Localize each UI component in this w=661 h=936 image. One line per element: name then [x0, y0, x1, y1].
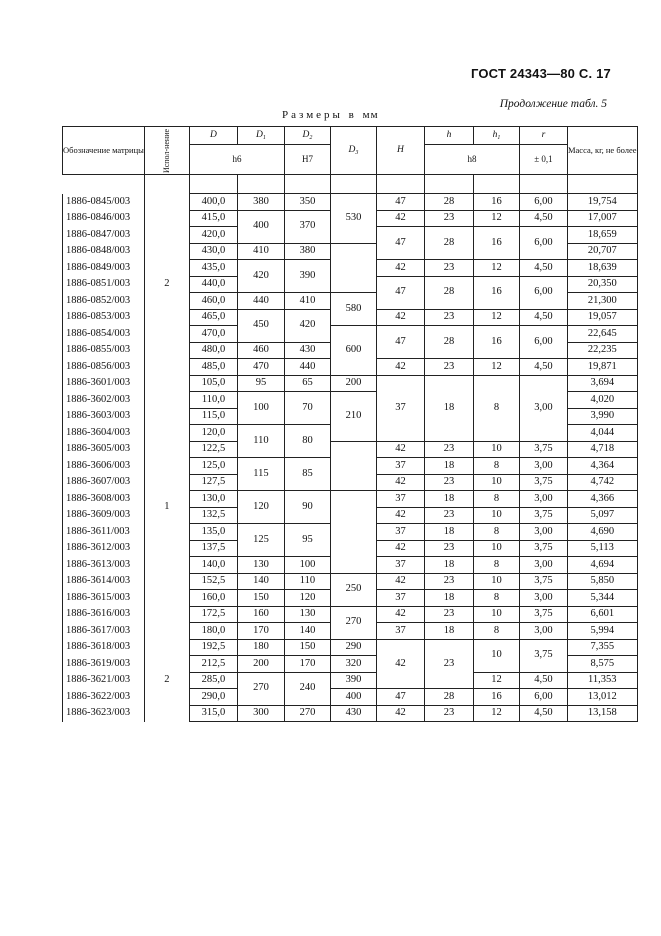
cell-D3: 390 — [330, 672, 376, 689]
cell-designation: 1886-3604/003 — [63, 425, 145, 442]
cell-D1: 460 — [237, 342, 284, 359]
cell-h: 23 — [424, 705, 473, 722]
cell-h1: 8 — [473, 623, 519, 640]
cell-mass: 5,994 — [567, 623, 637, 640]
cell-h: 23 — [424, 606, 473, 623]
cell-H: 37 — [376, 557, 424, 574]
cell-h: 23 — [424, 540, 473, 557]
cell-h1: 10 — [473, 474, 519, 491]
col-h1 — [473, 127, 519, 145]
cell-mass: 19,871 — [567, 359, 637, 376]
cell-D1: 110 — [237, 425, 284, 458]
cell-designation: 1886-3614/003 — [63, 573, 145, 590]
cell-h: 28 — [424, 194, 473, 211]
cell-h1: 16 — [473, 689, 519, 706]
cell-D2: 140 — [284, 623, 330, 640]
cell-mass: 7,355 — [567, 639, 637, 656]
cell-D3: 430 — [330, 705, 376, 722]
cell-designation: 1886-0854/003 — [63, 326, 145, 343]
cell-H: 37 — [376, 375, 424, 441]
table-continuation-note: Продолжение табл. 5 — [499, 98, 607, 110]
col-designation: Обозначение матрицы — [63, 127, 145, 175]
cell-D1: 180 — [237, 639, 284, 656]
cell-designation: 1886-3605/003 — [63, 441, 145, 458]
cell-mass: 20,707 — [567, 243, 637, 260]
cell-D1: 440 — [237, 293, 284, 310]
cell-h1: 16 — [473, 194, 519, 211]
cell-h: 23 — [424, 474, 473, 491]
cell-D3: 530 — [330, 194, 376, 244]
cell-H: 47 — [376, 227, 424, 260]
cell-mass: 19,057 — [567, 309, 637, 326]
cell-D3 — [330, 441, 376, 491]
cell-designation: 1886-3621/003 — [63, 672, 145, 689]
cell-D: 420,0 — [189, 227, 237, 244]
cell-D: 460,0 — [189, 293, 237, 310]
cell-designation: 1886-3623/003 — [63, 705, 145, 722]
cell-mass: 3,990 — [567, 408, 637, 425]
cell-designation: 1886-3612/003 — [63, 540, 145, 557]
cell-designation: 1886-0852/003 — [63, 293, 145, 310]
cell-D: 125,0 — [189, 458, 237, 475]
cell-H: 42 — [376, 359, 424, 376]
cell-D: 105,0 — [189, 375, 237, 392]
cell-h: 23 — [424, 309, 473, 326]
cell-designation: 1886-3601/003 — [63, 375, 145, 392]
cell-D: 110,0 — [189, 392, 237, 409]
cell-D1: 150 — [237, 590, 284, 607]
cell-h: 18 — [424, 590, 473, 607]
cell-H: 47 — [376, 194, 424, 211]
cell-D: 120,0 — [189, 425, 237, 442]
cell-h: 18 — [424, 557, 473, 574]
cell-mass: 5,097 — [567, 507, 637, 524]
cell-D2: 100 — [284, 557, 330, 574]
cell-D2: 85 — [284, 458, 330, 491]
cell-D1: 200 — [237, 656, 284, 673]
cell-r: 4,50 — [519, 705, 567, 722]
table-body — [63, 175, 638, 722]
cell-designation: 1886-0847/003 — [63, 227, 145, 244]
page-header: ГОСТ 24343—80 С. 17 — [470, 66, 611, 81]
cell-mass: 18,639 — [567, 260, 637, 277]
cell-D1: 450 — [237, 309, 284, 342]
cell-h: 23 — [424, 573, 473, 590]
cell-designation: 1886-3602/003 — [63, 392, 145, 409]
cell-mass: 3,694 — [567, 375, 637, 392]
cell-r: 3,75 — [519, 606, 567, 623]
cell-designation: 1886-3616/003 — [63, 606, 145, 623]
cell-D1: 470 — [237, 359, 284, 376]
cell-r: 4,50 — [519, 672, 567, 689]
cell-D: 470,0 — [189, 326, 237, 343]
cell-designation: 1886-3608/003 — [63, 491, 145, 508]
cell-H: 42 — [376, 260, 424, 277]
cell-D: 172,5 — [189, 606, 237, 623]
cell-D3: 600 — [330, 326, 376, 376]
cell-r: 6,00 — [519, 276, 567, 309]
cell-r: 3,00 — [519, 491, 567, 508]
cell-D: 212,5 — [189, 656, 237, 673]
cell-mass: 5,113 — [567, 540, 637, 557]
cell-D2: 390 — [284, 260, 330, 293]
cell-D: 415,0 — [189, 210, 237, 227]
spacer-row — [63, 175, 638, 194]
cell-D: 160,0 — [189, 590, 237, 607]
cell-D1: 270 — [237, 672, 284, 705]
cell-D2: 170 — [284, 656, 330, 673]
cell-D2: 350 — [284, 194, 330, 211]
col-D1-sub: 1 — [262, 134, 266, 141]
cell-h1: 8 — [473, 375, 519, 441]
cell-D2: 430 — [284, 342, 330, 359]
cell-D2: 80 — [284, 425, 330, 458]
cell-D2: 370 — [284, 210, 330, 243]
cell-D: 465,0 — [189, 309, 237, 326]
cell-designation: 1886-3622/003 — [63, 689, 145, 706]
cell-H: 42 — [376, 210, 424, 227]
table-row — [63, 194, 638, 211]
cell-h: 28 — [424, 326, 473, 359]
col-D2-sub: 2 — [309, 134, 313, 141]
cell-H: 42 — [376, 540, 424, 557]
cell-D2: 240 — [284, 672, 330, 705]
cell-execution: 2 — [144, 639, 189, 722]
cell-H: 42 — [376, 606, 424, 623]
cell-r: 3,00 — [519, 375, 567, 441]
cell-mass: 4,044 — [567, 425, 637, 442]
cell-h: 28 — [424, 689, 473, 706]
cell-designation: 1886-0851/003 — [63, 276, 145, 293]
cell-D: 440,0 — [189, 276, 237, 293]
cell-designation: 1886-0855/003 — [63, 342, 145, 359]
col-D2 — [284, 127, 330, 145]
cell-h1: 10 — [473, 441, 519, 458]
cell-mass: 4,742 — [567, 474, 637, 491]
cell-h: 28 — [424, 227, 473, 260]
cell-h: 23 — [424, 639, 473, 689]
cell-mass: 19,754 — [567, 194, 637, 211]
cell-D1: 420 — [237, 260, 284, 293]
cell-h1: 10 — [473, 507, 519, 524]
cell-designation: 1886-3613/003 — [63, 557, 145, 574]
cell-h: 18 — [424, 375, 473, 441]
cell-D: 152,5 — [189, 573, 237, 590]
cell-mass: 4,364 — [567, 458, 637, 475]
cell-h: 18 — [424, 491, 473, 508]
cell-D2: 270 — [284, 705, 330, 722]
cell-D2: 440 — [284, 359, 330, 376]
cell-h1: 8 — [473, 557, 519, 574]
cell-r: 3,75 — [519, 441, 567, 458]
cell-H: 42 — [376, 705, 424, 722]
cell-H: 42 — [376, 639, 424, 689]
cell-D2: 150 — [284, 639, 330, 656]
col-D2-symbol: D — [302, 129, 310, 140]
cell-r: 3,00 — [519, 557, 567, 574]
cell-D: 130,0 — [189, 491, 237, 508]
cell-r: 4,50 — [519, 210, 567, 227]
cell-D2: 130 — [284, 606, 330, 623]
cell-r: 4,50 — [519, 309, 567, 326]
cell-D2: 95 — [284, 524, 330, 557]
col-execution — [144, 127, 189, 175]
cell-h: 23 — [424, 507, 473, 524]
cell-r: 3,75 — [519, 540, 567, 557]
cell-designation: 1886-0856/003 — [63, 359, 145, 376]
cell-D: 435,0 — [189, 260, 237, 277]
cell-mass: 20,350 — [567, 276, 637, 293]
cell-mass: 5,344 — [567, 590, 637, 607]
cell-D1: 140 — [237, 573, 284, 590]
cell-designation: 1886-3603/003 — [63, 408, 145, 425]
cell-designation: 1886-3617/003 — [63, 623, 145, 640]
cell-h1: 10 — [473, 606, 519, 623]
cell-D3: 400 — [330, 689, 376, 706]
cell-h1: 12 — [473, 260, 519, 277]
cell-h1: 12 — [473, 309, 519, 326]
units-prefix: Размеры в — [282, 109, 357, 121]
cell-D3: 320 — [330, 656, 376, 673]
cell-designation: 1886-3615/003 — [63, 590, 145, 607]
cell-H: 42 — [376, 309, 424, 326]
cell-D3: 580 — [330, 293, 376, 326]
cell-mass: 18,659 — [567, 227, 637, 244]
cell-D3 — [330, 491, 376, 574]
cell-D2: 65 — [284, 375, 330, 392]
cell-D: 430,0 — [189, 243, 237, 260]
cell-D3: 290 — [330, 639, 376, 656]
cell-mass: 4,690 — [567, 524, 637, 541]
cell-designation: 1886-3619/003 — [63, 656, 145, 673]
cell-D2: 70 — [284, 392, 330, 425]
units-caption — [282, 109, 379, 121]
cell-D3: 250 — [330, 573, 376, 606]
cell-D: 115,0 — [189, 408, 237, 425]
cell-D1: 130 — [237, 557, 284, 574]
cell-h: 23 — [424, 359, 473, 376]
cell-D3: 210 — [330, 392, 376, 442]
cell-H: 47 — [376, 326, 424, 359]
cell-mass: 22,645 — [567, 326, 637, 343]
cell-D3: 200 — [330, 375, 376, 392]
cell-r: 6,00 — [519, 326, 567, 359]
cell-D: 140,0 — [189, 557, 237, 574]
cell-mass: 13,012 — [567, 689, 637, 706]
cell-designation: 1886-3611/003 — [63, 524, 145, 541]
cell-D1: 95 — [237, 375, 284, 392]
cell-h1: 8 — [473, 491, 519, 508]
table-row — [63, 375, 638, 392]
cell-D: 192,5 — [189, 639, 237, 656]
cell-designation: 1886-0849/003 — [63, 260, 145, 277]
cell-D3 — [330, 243, 376, 293]
cell-r: 3,75 — [519, 573, 567, 590]
cell-D: 180,0 — [189, 623, 237, 640]
col-r: r — [519, 127, 567, 145]
cell-D: 400,0 — [189, 194, 237, 211]
tol-H7: H7 — [284, 145, 330, 175]
cell-H: 37 — [376, 623, 424, 640]
cell-H: 47 — [376, 689, 424, 706]
cell-H: 42 — [376, 507, 424, 524]
cell-D: 480,0 — [189, 342, 237, 359]
cell-r: 3,75 — [519, 474, 567, 491]
cell-D2: 410 — [284, 293, 330, 310]
tol-h8: h8 — [424, 145, 519, 175]
cell-D1: 300 — [237, 705, 284, 722]
cell-mass: 4,366 — [567, 491, 637, 508]
cell-D1: 160 — [237, 606, 284, 623]
cell-h1: 10 — [473, 540, 519, 557]
cell-D: 485,0 — [189, 359, 237, 376]
cell-D2: 420 — [284, 309, 330, 342]
col-D3 — [330, 127, 376, 175]
col-D: D — [189, 127, 237, 145]
cell-H: 37 — [376, 590, 424, 607]
cell-h1: 12 — [473, 705, 519, 722]
cell-r: 3,00 — [519, 623, 567, 640]
cell-r: 4,50 — [519, 260, 567, 277]
cell-designation: 1886-3607/003 — [63, 474, 145, 491]
tol-r: ± 0,1 — [519, 145, 567, 175]
cell-H: 42 — [376, 474, 424, 491]
cell-H: 37 — [376, 491, 424, 508]
cell-h1: 8 — [473, 590, 519, 607]
cell-mass: 11,353 — [567, 672, 637, 689]
cell-D1: 400 — [237, 210, 284, 243]
cell-D: 135,0 — [189, 524, 237, 541]
cell-D1: 170 — [237, 623, 284, 640]
units-unit: мм — [362, 109, 379, 121]
cell-h1: 16 — [473, 276, 519, 309]
cell-h1: 8 — [473, 524, 519, 541]
cell-h: 28 — [424, 276, 473, 309]
cell-designation: 1886-3609/003 — [63, 507, 145, 524]
cell-designation: 1886-3618/003 — [63, 639, 145, 656]
cell-h: 23 — [424, 441, 473, 458]
cell-D1: 115 — [237, 458, 284, 491]
table-row — [63, 639, 638, 656]
tol-h6: h6 — [189, 145, 284, 175]
cell-D1: 380 — [237, 194, 284, 211]
cell-H: 42 — [376, 573, 424, 590]
cell-h1: 10 — [473, 573, 519, 590]
cell-D1: 125 — [237, 524, 284, 557]
cell-h1: 12 — [473, 210, 519, 227]
cell-mass: 4,718 — [567, 441, 637, 458]
col-h: h — [424, 127, 473, 145]
cell-D1: 410 — [237, 243, 284, 260]
cell-D: 127,5 — [189, 474, 237, 491]
cell-D: 132,5 — [189, 507, 237, 524]
cell-mass: 4,020 — [567, 392, 637, 409]
cell-D: 315,0 — [189, 705, 237, 722]
cell-r: 3,75 — [519, 507, 567, 524]
cell-r: 3,75 — [519, 639, 567, 672]
cell-r: 3,00 — [519, 524, 567, 541]
cell-mass: 21,300 — [567, 293, 637, 310]
cell-H: 47 — [376, 276, 424, 309]
cell-D: 285,0 — [189, 672, 237, 689]
cell-mass: 5,850 — [567, 573, 637, 590]
cell-D2: 110 — [284, 573, 330, 590]
cell-h: 18 — [424, 623, 473, 640]
cell-h1: 16 — [473, 227, 519, 260]
cell-D: 137,5 — [189, 540, 237, 557]
col-H: H — [376, 127, 424, 175]
cell-designation: 1886-0848/003 — [63, 243, 145, 260]
cell-mass: 8,575 — [567, 656, 637, 673]
cell-h1: 10 — [473, 639, 519, 672]
cell-r: 3,00 — [519, 590, 567, 607]
col-execution-label: Испол-нение — [161, 128, 171, 173]
col-D1 — [237, 127, 284, 145]
cell-H: 37 — [376, 458, 424, 475]
cell-h1: 16 — [473, 326, 519, 359]
cell-H: 37 — [376, 524, 424, 541]
cell-designation: 1886-3606/003 — [63, 458, 145, 475]
cell-D2: 120 — [284, 590, 330, 607]
cell-mass: 4,694 — [567, 557, 637, 574]
cell-D2: 90 — [284, 491, 330, 524]
cell-D: 290,0 — [189, 689, 237, 706]
cell-h1: 12 — [473, 359, 519, 376]
cell-execution: 2 — [144, 194, 189, 376]
cell-mass: 6,601 — [567, 606, 637, 623]
cell-D3: 270 — [330, 606, 376, 639]
cell-designation: 1886-0845/003 — [63, 194, 145, 211]
cell-r: 6,00 — [519, 689, 567, 706]
cell-D2: 380 — [284, 243, 330, 260]
cell-D1: 100 — [237, 392, 284, 425]
cell-D1: 120 — [237, 491, 284, 524]
cell-r: 6,00 — [519, 227, 567, 260]
cell-r: 3,00 — [519, 458, 567, 475]
col-D1-symbol: D — [256, 129, 263, 140]
col-h1-sub: 1 — [497, 134, 501, 141]
dimensions-table — [62, 126, 638, 722]
cell-H: 42 — [376, 441, 424, 458]
cell-h: 23 — [424, 210, 473, 227]
cell-r: 6,00 — [519, 194, 567, 211]
cell-h: 18 — [424, 524, 473, 541]
cell-mass: 13,158 — [567, 705, 637, 722]
cell-h1: 8 — [473, 458, 519, 475]
cell-h: 18 — [424, 458, 473, 475]
cell-designation: 1886-0846/003 — [63, 210, 145, 227]
cell-designation: 1886-0853/003 — [63, 309, 145, 326]
cell-mass: 17,007 — [567, 210, 637, 227]
cell-r: 4,50 — [519, 359, 567, 376]
col-mass: Масса, кг, не более — [567, 127, 637, 175]
cell-D: 122,5 — [189, 441, 237, 458]
col-D3-symbol: D — [348, 144, 356, 155]
col-h1-symbol: h — [492, 129, 498, 140]
cell-mass: 22,235 — [567, 342, 637, 359]
cell-h: 23 — [424, 260, 473, 277]
cell-h1: 12 — [473, 672, 519, 689]
cell-execution: 1 — [144, 375, 189, 639]
col-D3-sub: 3 — [355, 149, 359, 156]
